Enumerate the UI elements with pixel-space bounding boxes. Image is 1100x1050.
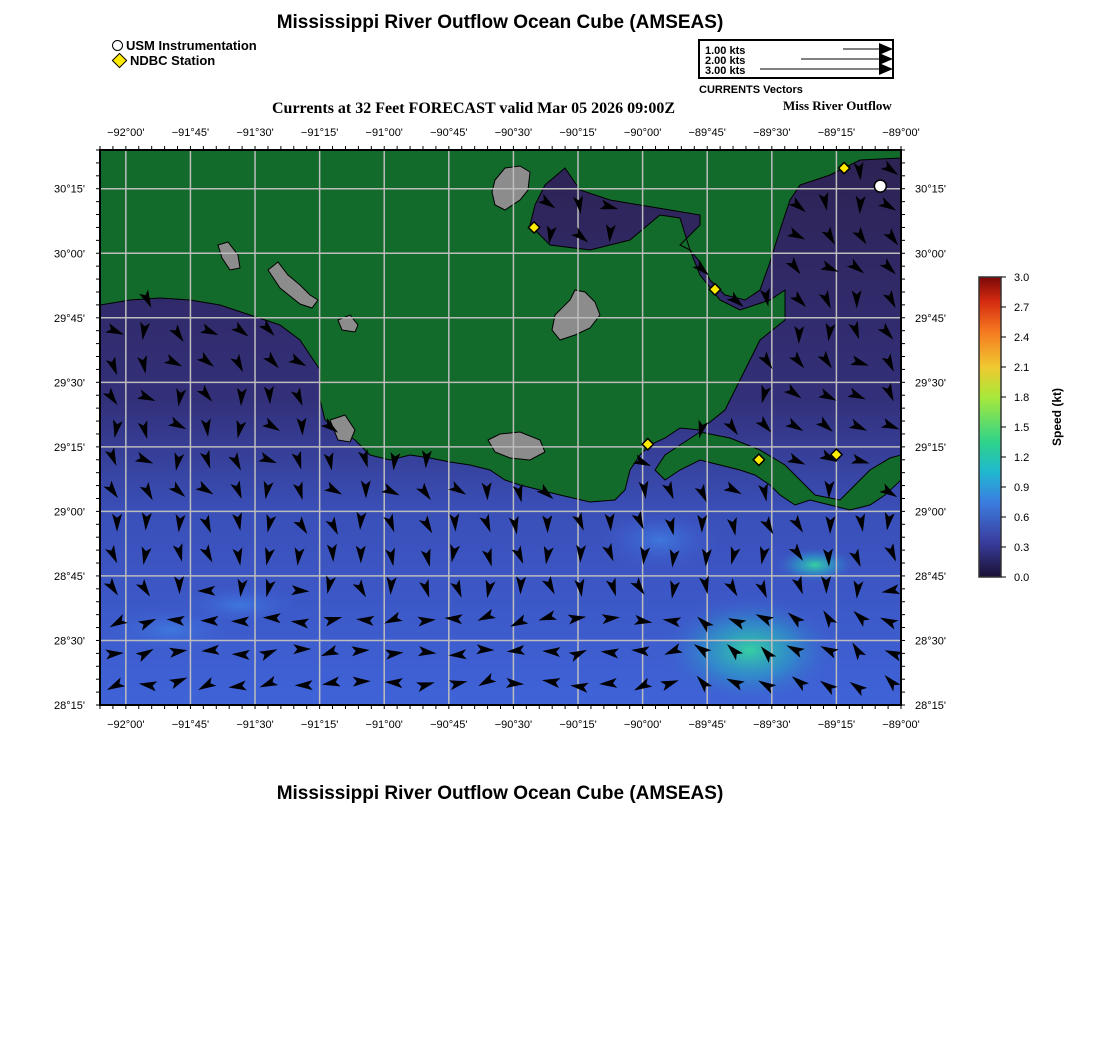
latitude-label: 28°15' xyxy=(915,700,946,712)
colorbar-tick-label: 0.9 xyxy=(1014,482,1030,494)
longitude-label: −91°00' xyxy=(365,127,403,139)
map-subtitle: Currents at 32 Feet FORECAST valid Mar 05 2026 09:00Z xyxy=(272,100,676,117)
vector-scale-caption: CURRENTS Vectors xyxy=(699,84,803,96)
latitude-label: 29°15' xyxy=(54,441,85,454)
latitude-label: 28°30' xyxy=(915,635,946,648)
longitude-label: −89°00' xyxy=(882,719,920,731)
legend-ndbc-label: NDBC Station xyxy=(130,53,216,68)
latitude-label: 29°15' xyxy=(915,441,946,454)
longitude-label: −91°15' xyxy=(300,127,339,139)
longitude-label: −90°45' xyxy=(430,127,468,139)
latitude-label: 30°00' xyxy=(915,248,946,261)
colorbar-tick-label: 0.3 xyxy=(1014,542,1030,554)
longitude-label: −92°00' xyxy=(107,127,145,139)
usm-station-marker xyxy=(874,180,886,192)
circle-icon xyxy=(112,40,123,51)
longitude-label: −90°30' xyxy=(494,719,533,731)
vector-scale-entry: 2.00 kts xyxy=(705,55,746,67)
colorbar-tick-label: 1.8 xyxy=(1014,392,1030,404)
longitude-label: −90°00' xyxy=(623,719,662,731)
latitude-label: 29°45' xyxy=(54,312,85,325)
vector-scale-entry: 3.00 kts xyxy=(705,65,746,77)
longitude-label: −89°00' xyxy=(882,127,920,139)
longitude-label: −90°15' xyxy=(559,719,597,731)
colorbar-tick-label: 1.5 xyxy=(1014,422,1030,434)
colorbar-ticks xyxy=(1001,272,1029,584)
legend-usm-label: USM Instrumentation xyxy=(126,38,257,53)
colorbar-tick-label: 2.1 xyxy=(1014,362,1030,374)
latitude-label: 29°45' xyxy=(915,312,946,325)
vector-scale-box xyxy=(698,39,894,79)
vector-scale-arrows xyxy=(698,39,894,79)
diamond-icon xyxy=(112,53,128,69)
legend-ndbc xyxy=(112,53,215,68)
colorbar-tick-label: 1.2 xyxy=(1014,452,1030,464)
longitude-label: −91°00' xyxy=(365,719,403,731)
latitude-label: 29°00' xyxy=(915,506,946,519)
colorbar-tick-label: 3.0 xyxy=(1014,272,1030,284)
page-title-bottom: Mississippi River Outflow Ocean Cube (AMSEAS) xyxy=(276,783,724,804)
colorbar-tick-label: 0.0 xyxy=(1014,572,1030,584)
longitude-label: −90°30' xyxy=(494,127,533,139)
longitude-label: −89°30' xyxy=(753,127,791,139)
longitude-label: −89°45' xyxy=(688,127,726,139)
latitude-label: 29°30' xyxy=(915,377,946,390)
latitude-label: 28°30' xyxy=(54,635,85,648)
latitude-label: 30°15' xyxy=(54,183,85,196)
colorbar xyxy=(979,277,1001,577)
latitude-label: 30°00' xyxy=(54,248,85,261)
region-label: Miss River Outflow xyxy=(783,98,892,113)
current-jet xyxy=(775,547,855,583)
longitude-label: −91°30' xyxy=(236,719,274,731)
colorbar-tick-label: 2.7 xyxy=(1014,302,1030,314)
longitude-label: −89°30' xyxy=(753,719,791,731)
current-jet xyxy=(660,595,840,705)
longitude-label: −89°15' xyxy=(817,719,856,731)
longitude-label: −91°45' xyxy=(171,719,210,731)
longitude-label: −89°45' xyxy=(688,719,726,731)
longitude-label: −91°30' xyxy=(236,127,274,139)
colorbar-tick-label: 2.4 xyxy=(1014,332,1030,344)
page-title: Mississippi River Outflow Ocean Cube (AMSEAS) xyxy=(276,12,724,33)
latitude-label: 28°15' xyxy=(54,700,85,712)
latitude-label: 30°15' xyxy=(915,183,946,196)
longitude-label: −92°00' xyxy=(107,719,145,731)
colorbar-label: Speed (kt) xyxy=(1050,387,1065,447)
longitude-label: −89°15' xyxy=(817,127,856,139)
latitude-label: 29°30' xyxy=(54,377,85,390)
vector-scale-entry: 1.00 kts xyxy=(705,45,746,57)
latitude-label: 28°45' xyxy=(915,570,946,583)
latitude-label: 28°45' xyxy=(54,570,85,583)
longitude-label: −90°15' xyxy=(559,127,597,139)
longitude-label: −91°15' xyxy=(300,719,339,731)
longitude-label: −91°45' xyxy=(171,127,210,139)
colorbar-tick-label: 0.6 xyxy=(1014,512,1030,524)
legend-usm xyxy=(112,38,257,53)
longitude-label: −90°00' xyxy=(623,127,662,139)
longitude-label: −90°45' xyxy=(430,719,468,731)
latitude-label: 29°00' xyxy=(54,506,85,519)
